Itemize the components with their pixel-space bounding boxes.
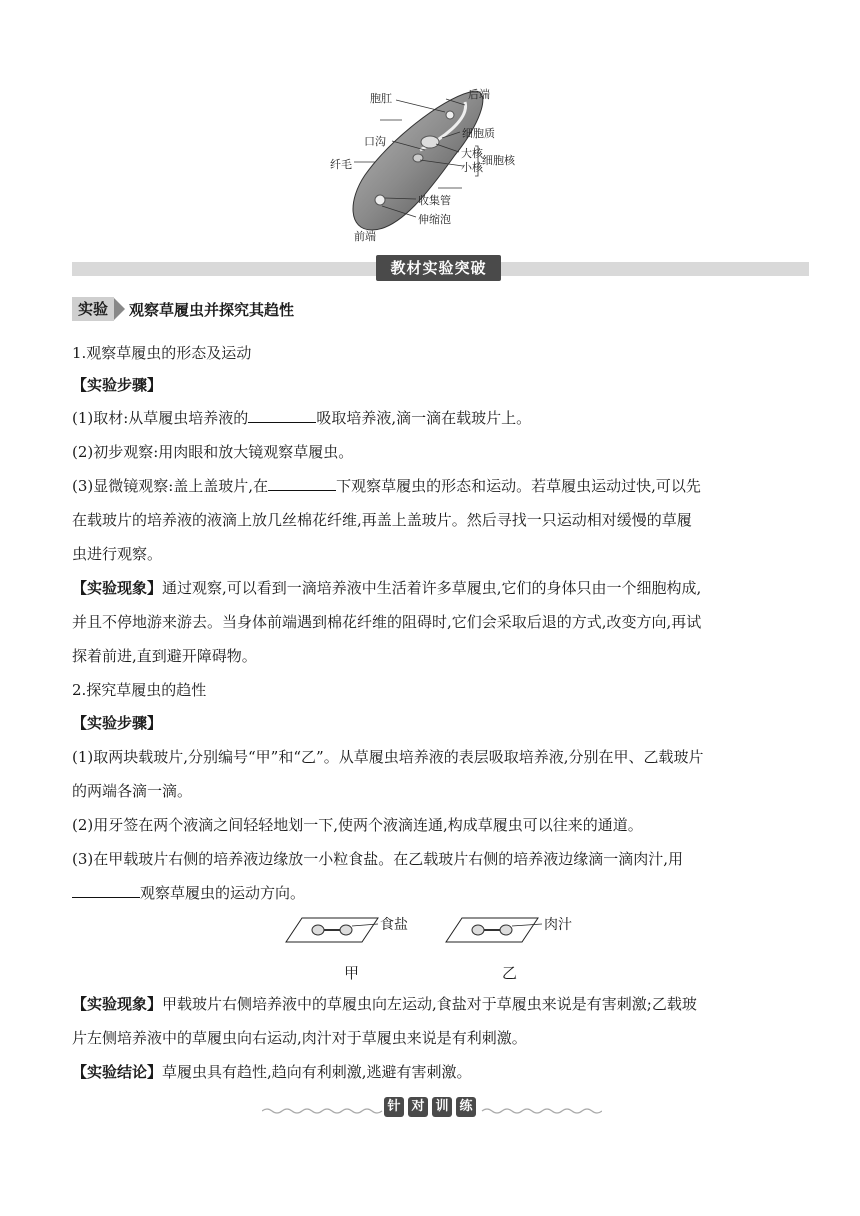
paramecium-figure — [320, 80, 550, 250]
section2-phenomenon — [72, 994, 792, 1014]
fill-blank — [268, 476, 336, 491]
section1-phenomenon-end: 探着前进,直到避开障碍物。 — [72, 647, 257, 665]
label-cilia: 纤毛 — [330, 158, 352, 171]
practice-char-3: 训 — [432, 1097, 452, 1117]
section2-step2: (2)用牙签在两个液滴之间轻轻地划一下,使两个液滴连通,构成草履虫可以往来的通道。 — [72, 816, 643, 834]
section2-step1: (1)取两块载玻片,分别编号“甲”和“乙”。从草履虫培养液的表层吸取培养液,分别在甲、乙载玻片 — [72, 748, 704, 766]
practice-char-4: 练 — [456, 1097, 476, 1117]
section2-step3-cont — [72, 883, 792, 903]
label-front-end: 前端 — [354, 230, 376, 243]
label-oral-groove: 口沟 — [364, 135, 386, 148]
experiment-tag: 实验 — [72, 297, 114, 321]
section2-steps-label: 【实验步骤】 — [72, 714, 163, 732]
section1-step3 — [72, 476, 792, 496]
experiment-title: 观察草履虫并探究其趋性 — [129, 300, 295, 319]
section1-steps-label: 【实验步骤】 — [72, 376, 163, 394]
label-cytoplasm: 细胞质 — [462, 127, 495, 140]
practice-char-2: 对 — [408, 1097, 428, 1117]
phenomenon-text: 甲载玻片右侧培养液中的草履虫向左运动,食盐对于草履虫来说是有害刺激;乙载玻 — [162, 995, 697, 1013]
salt-label: 食盐 — [380, 917, 408, 933]
label-collecting-canal: 收集管 — [418, 194, 451, 207]
section1-step2: (2)初步观察:用肉眼和放大镜观察草履虫。 — [72, 443, 354, 461]
section1-phenomenon-cont: 并且不停地游来游去。当身体前端遇到棉花纤维的阻碍时,它们会采取后退的方式,改变方向,再试 — [72, 613, 702, 631]
phenomenon-text: 通过观察,可以看到一滴培养液中生活着许多草履虫,它们的身体只由一个细胞构成, — [162, 579, 702, 597]
practice-header — [262, 1097, 602, 1125]
conclusion-text: 草履虫具有趋性,趋向有利刺激,逃避有害刺激。 — [162, 1063, 472, 1081]
fill-blank — [72, 883, 140, 898]
label-anal-pore: 胞肛 — [370, 92, 392, 105]
section1-step1 — [72, 408, 792, 428]
section2-step3: (3)在甲载玻片右侧的培养液边缘放一小粒食盐。在乙载玻片右侧的培养液边缘滴一滴肉汁,用 — [72, 850, 684, 868]
step3-text-b: 下观察草履虫的形态和运动。若草履虫运动过快,可以先 — [336, 477, 701, 495]
label-rear-end: 后端 — [468, 88, 490, 101]
conclusion-label: 【实验结论】 — [72, 1063, 163, 1081]
experiment-header — [72, 297, 294, 321]
fill-blank — [248, 408, 316, 423]
step3-text-b: 观察草履虫的运动方向。 — [140, 884, 306, 902]
section-banner-title: 教材实验突破 — [376, 255, 501, 281]
section1-phenomenon — [72, 578, 792, 598]
slides-diagram — [282, 912, 602, 982]
practice-char-1: 针 — [384, 1097, 404, 1117]
caption-yi: 乙 — [502, 964, 518, 982]
arrow-icon — [114, 298, 125, 320]
section1-step3-end: 虫进行观察。 — [72, 545, 163, 563]
caption-jia: 甲 — [344, 964, 360, 982]
phenomenon-label: 【实验现象】 — [72, 995, 163, 1013]
section2-heading: 2.探究草履虫的趋性 — [72, 681, 207, 699]
step3-text-a: (3)显微镜观察:盖上盖玻片,在 — [72, 477, 269, 495]
label-contractile-vacuole: 伸缩泡 — [418, 213, 451, 226]
step1-text-a: (1)取材:从草履虫培养液的 — [72, 409, 249, 427]
label-macronucleus: 大核 — [461, 147, 483, 160]
section2-conclusion — [72, 1062, 792, 1082]
phenomenon-label: 【实验现象】 — [72, 579, 163, 597]
step1-text-b: 吸取培养液,滴一滴在载玻片上。 — [316, 409, 532, 427]
label-micronucleus: 小核 — [461, 161, 483, 174]
label-nucleus: 细胞核 — [482, 154, 515, 167]
section2-phenomenon-cont: 片左侧培养液中的草履虫向右运动,肉汁对于草履虫来说是有利刺激。 — [72, 1029, 527, 1047]
broth-label: 肉汁 — [544, 917, 572, 933]
section1-step3-cont: 在载玻片的培养液的液滴上放几丝棉花纤维,再盖上盖玻片。然后寻找一只运动相对缓慢的草履 — [72, 511, 692, 529]
section1-heading: 1.观察草履虫的形态及运动 — [72, 344, 252, 362]
section2-step1-cont: 的两端各滴一滴。 — [72, 782, 193, 800]
